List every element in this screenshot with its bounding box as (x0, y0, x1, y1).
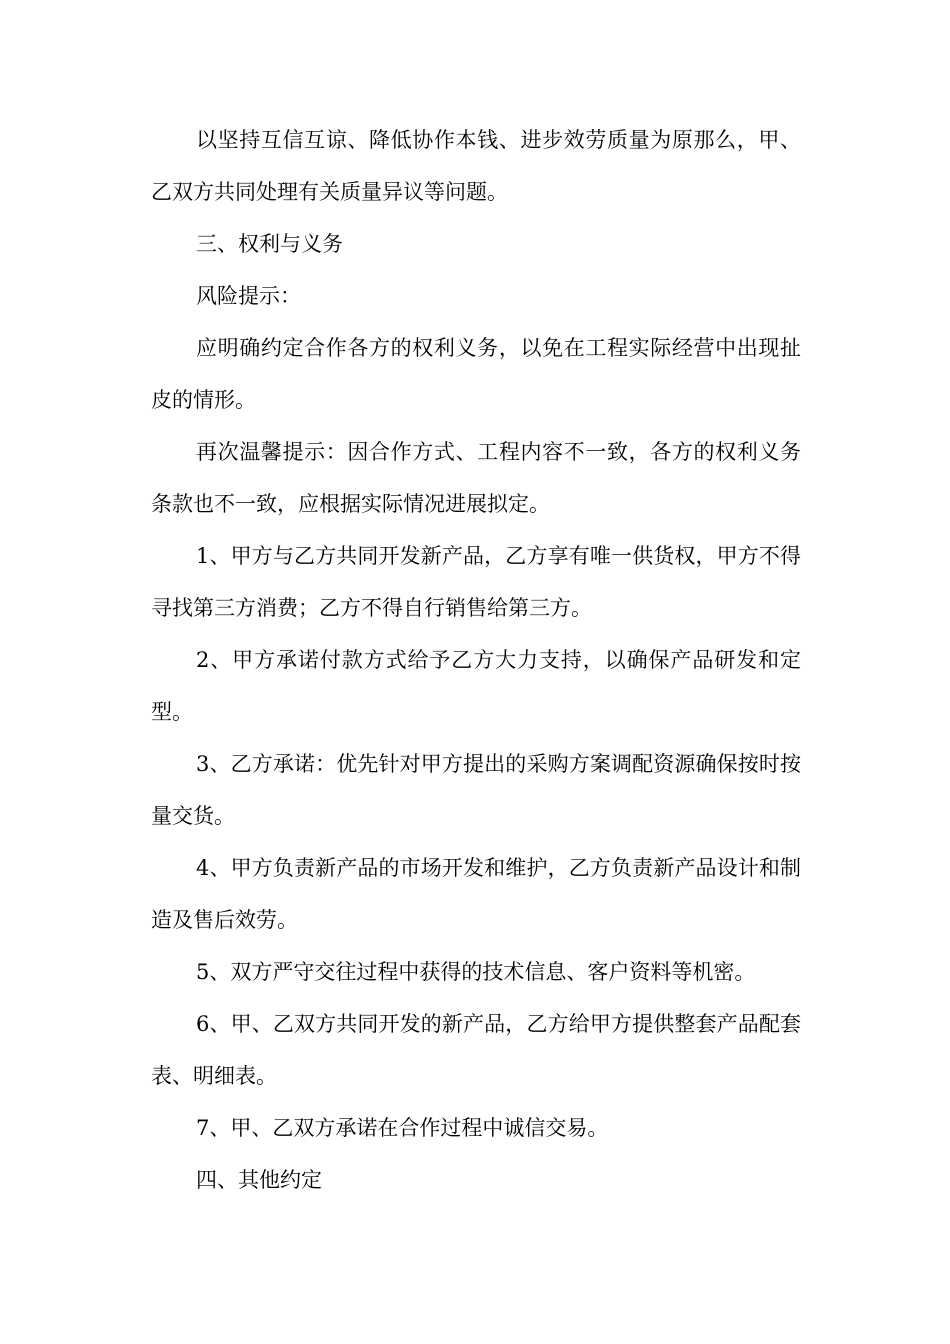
risk-notice-label: 风险提示： (196, 284, 301, 308)
section-heading-other-agreements: 四、其他约定 (196, 1168, 322, 1192)
clause-2: 2、甲方承诺付款方式给予乙方大力支持，以确保产品研发和定型。 (151, 648, 801, 724)
paragraph-quality-principle: 以坚持互信互谅、降低协作本钱、进步效劳质量为原那么，甲、乙双方共同处理有关质量异议等问题。 (151, 128, 801, 204)
document-body (151, 114, 801, 1206)
clause-4: 4、甲方负责新产品的市场开发和维护，乙方负责新产品设计和制造及售后效劳。 (151, 856, 801, 932)
paragraph-reminder: 再次温馨提示：因合作方式、工程内容不一致，各方的权利义务条款也不一致，应根据实际情况进展拟定。 (151, 440, 801, 516)
paragraph-risk-notice: 应明确约定合作各方的权利义务，以免在工程实际经营中出现扯皮的情形。 (151, 336, 801, 412)
clause-5: 5、双方严守交往过程中获得的技术信息、客户资料等机密。 (196, 960, 756, 984)
clause-7: 7、甲、乙双方承诺在合作过程中诚信交易。 (196, 1116, 609, 1140)
clause-6: 6、甲、乙双方共同开发的新产品，乙方给甲方提供整套产品配套表、明细表。 (151, 1012, 801, 1088)
section-heading-rights-obligations: 三、权利与义务 (196, 232, 343, 256)
clause-1: 1、甲方与乙方共同开发新产品，乙方享有唯一供货权，甲方不得寻找第三方消费；乙方不得自行销售给第三方。 (151, 544, 801, 620)
clause-3: 3、乙方承诺：优先针对甲方提出的采购方案调配资源确保按时按量交货。 (151, 752, 801, 828)
